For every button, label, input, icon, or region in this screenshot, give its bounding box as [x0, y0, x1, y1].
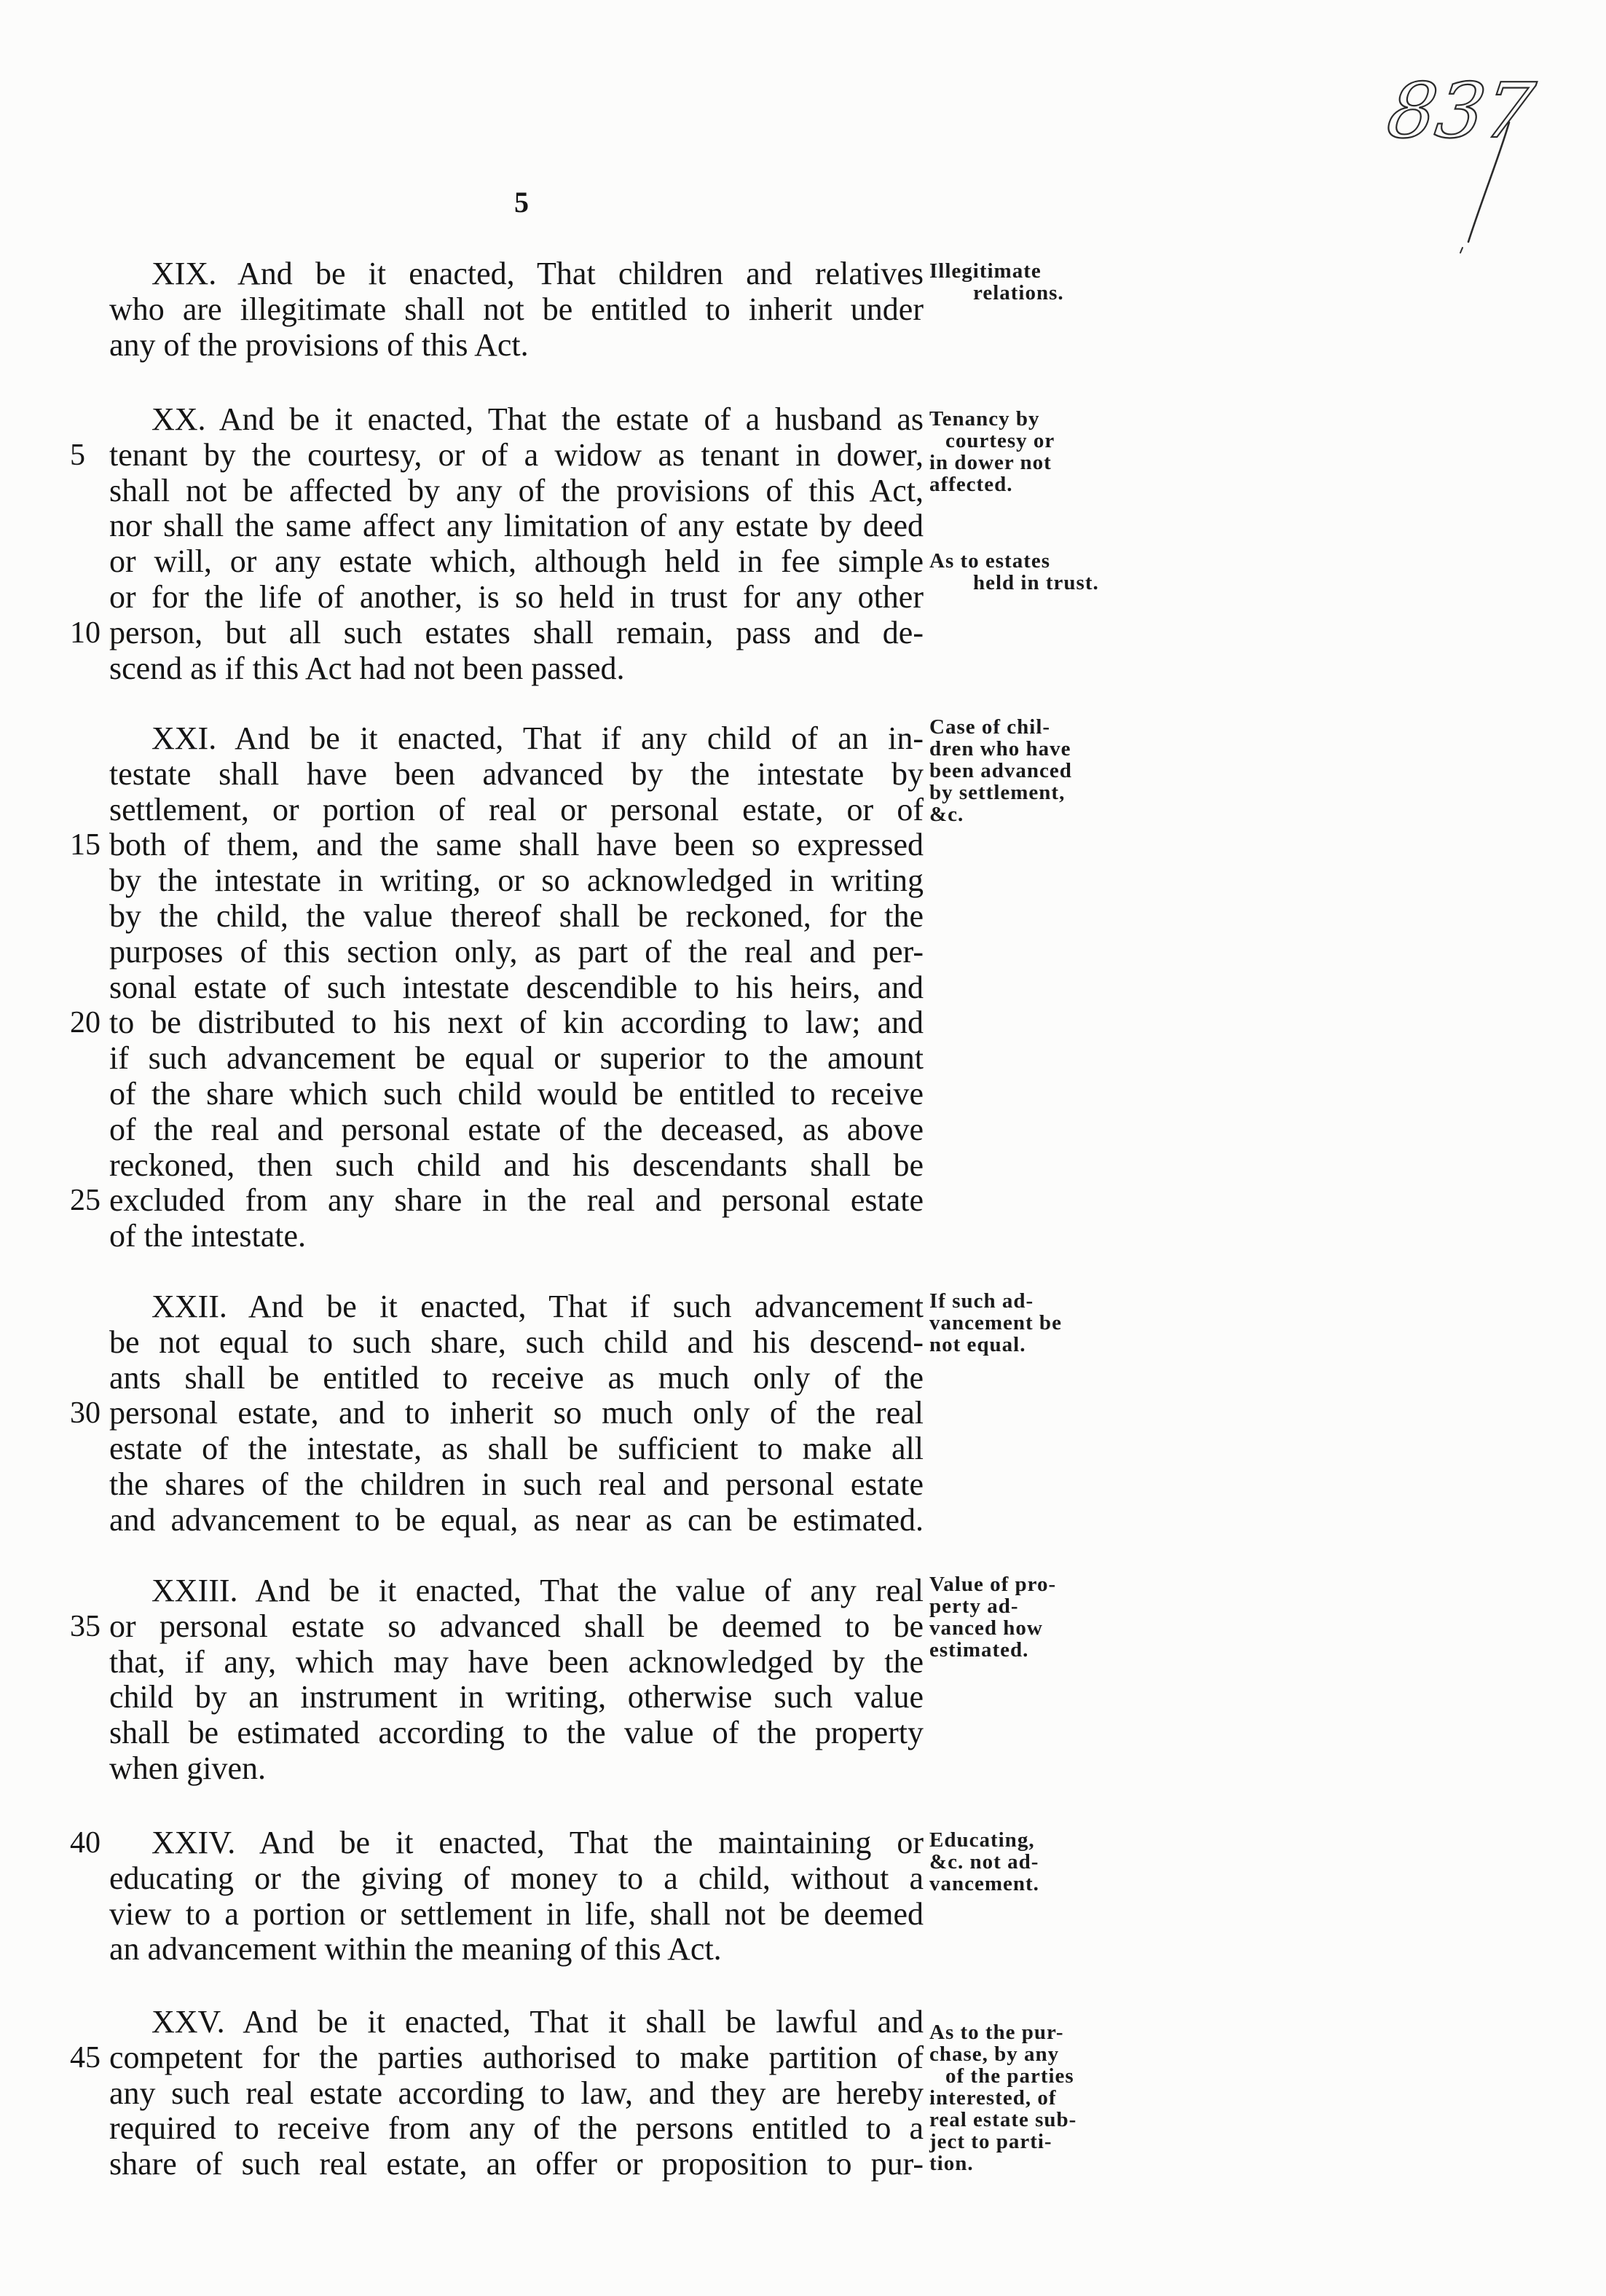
margin-note-advancement-not-equal	[929, 1290, 1062, 1356]
folio-pen-tick	[1460, 248, 1463, 253]
text-line: excluded from any share in the real and personal estate	[109, 1182, 924, 1219]
text-line: reckoned, then such child and his descendants shall be	[109, 1147, 924, 1183]
margin-note-line: Value of pro-	[929, 1573, 1057, 1596]
text-line: who are illegitimate shall not be entitled to inherit under	[109, 291, 924, 327]
line-number: 25	[70, 1184, 101, 1218]
text-line: and advancement to be equal, as near as can be estimated.	[109, 1501, 924, 1538]
text-line: required to receive from any of the persons entitled to a	[109, 2110, 924, 2147]
text-line: of the share which such child would be entitled to receive	[109, 1075, 924, 1112]
text-line: or for the life of another, is so held in trust for any other	[109, 578, 924, 615]
text-line: share of such real estate, an offer or proposition to pur-	[109, 2146, 924, 2182]
text-line: XIX. And be it enacted, That children and relatives	[151, 256, 924, 291]
handwritten-folio-number	[1381, 51, 1570, 270]
section-xix	[109, 256, 924, 363]
margin-note-line: dren who have	[929, 737, 1071, 760]
text-line: competent for the parties authorised to make partition of	[109, 2039, 924, 2075]
text-line: XXIII. And be it enacted, That the value of any real	[151, 1573, 924, 1608]
text-line: or will, or any estate which, although held in fee simple	[109, 543, 924, 580]
margin-note-line: As to estates	[929, 549, 1051, 573]
text-line: shall not be affected by any of the provisions of this Act,	[109, 472, 924, 508]
text-line: XXII. And be it enacted, That if such advancement	[151, 1289, 924, 1324]
margin-note-line: ject to parti-	[929, 2130, 1052, 2153]
text-line: educating or the giving of money to a child, without a	[109, 1860, 924, 1896]
text-line: testate shall have been advanced by the intestate by	[109, 755, 924, 792]
text-line: or personal estate so advanced shall be deemed to be	[109, 1608, 924, 1644]
text-line: shall be estimated according to the value of the property	[109, 1715, 924, 1751]
section-xxv	[109, 2005, 924, 2182]
line-number: 10	[70, 616, 101, 650]
text-line: of the real and personal estate of the deceased, as above	[109, 1111, 924, 1147]
text-line: purposes of this section only, as part of the real and per-	[109, 933, 924, 970]
text-line: by the intestate in writing, or so acknowledged in writing	[109, 862, 924, 899]
text-line: if such advancement be equal or superior to the amount	[109, 1040, 924, 1077]
margin-note-line: courtesy or	[945, 429, 1055, 452]
text-line: estate of the intestate, as shall be sufficient to make all	[109, 1431, 924, 1467]
margin-note-line: vancement be	[929, 1311, 1062, 1334]
margin-note-line: of the parties	[945, 2064, 1074, 2088]
handwritten-folio-text: 837	[1382, 66, 1540, 155]
section-xxiii	[109, 1573, 924, 1787]
margin-note-line: vanced how	[929, 1616, 1043, 1640]
margin-note-line: not equal.	[929, 1333, 1026, 1356]
text-line: ants shall be entitled to receive as much only of the	[109, 1359, 924, 1396]
margin-note-line: estimated.	[929, 1638, 1029, 1662]
margin-note-educating	[929, 1829, 1039, 1895]
margin-note-purchase-partition	[929, 2021, 1076, 2174]
text-line: any of the provisions of this Act.	[109, 326, 529, 363]
text-line: the shares of the children in such real and personal estate	[109, 1466, 924, 1502]
text-line: personal estate, and to inherit so much only of the real	[109, 1395, 924, 1431]
line-number: 5	[70, 438, 85, 472]
margin-note-line: interested, of	[929, 2086, 1057, 2110]
text-line: scend as if this Act had not been passed.	[109, 650, 625, 686]
text-line: person, but all such estates shall remain, pass and de-	[109, 614, 924, 650]
margin-note-line: real estate sub-	[929, 2108, 1077, 2131]
text-line: XXI. And be it enacted, That if any child of an in-	[151, 720, 924, 756]
text-line: tenant by the courtesy, or of a widow as tenant in dower,	[109, 436, 924, 473]
text-line: child by an instrument in writing, otherwise such value	[109, 1679, 924, 1715]
margin-note-line: held in trust.	[973, 571, 1099, 594]
section-xxiv	[109, 1825, 924, 1967]
margin-note-line: by settlement,	[929, 781, 1066, 804]
margin-note-line: been advanced	[929, 759, 1072, 782]
line-number: 35	[70, 1609, 101, 1643]
margin-note-line: Educating,	[929, 1828, 1035, 1852]
text-line: when given.	[109, 1750, 267, 1786]
text-line: that, if any, which may have been acknowledged by the	[109, 1643, 924, 1680]
margin-note-advanced-children	[929, 716, 1072, 825]
text-line: be not equal to such share, such child and his descend-	[109, 1324, 924, 1360]
text-line: both of them, and the same shall have been so expressed	[109, 827, 924, 863]
margin-note-line: affected.	[929, 473, 1013, 496]
text-line: view to a portion or settlement in life, shall not be deemed	[109, 1895, 924, 1932]
margin-note-line: tion.	[929, 2152, 974, 2175]
line-number: 20	[70, 1006, 101, 1040]
margin-note-line: Illegitimate	[929, 259, 1042, 283]
margin-note-line: perty ad-	[929, 1595, 1019, 1618]
margin-note-line: If such ad-	[929, 1289, 1034, 1313]
text-line: an advancement within the meaning of this Act.	[109, 1931, 722, 1967]
text-line: sonal estate of such intestate descendible to his heirs, and	[109, 969, 924, 1005]
page-number: 5	[514, 186, 529, 219]
line-number: 15	[70, 828, 101, 862]
text-line: nor shall the same affect any limitation of any estate by deed	[109, 508, 924, 544]
text-line: XXV. And be it enacted, That it shall be lawful and	[151, 2004, 924, 2040]
text-line: to be distributed to his next of kin according to law; and	[109, 1004, 924, 1041]
text-line: XXIV. And be it enacted, That the maintaining or	[151, 1825, 924, 1860]
line-number: 45	[70, 2040, 101, 2075]
margin-note-estates-in-trust	[929, 550, 1099, 594]
text-line: of the intestate.	[109, 1218, 307, 1254]
margin-note-line: in dower not	[929, 451, 1052, 474]
line-number: 40	[70, 1826, 101, 1860]
margin-note-line: Case of chil-	[929, 715, 1051, 739]
margin-note-illegitimate	[929, 260, 1064, 304]
text-line: XX. And be it enacted, That the estate of a husband as	[151, 401, 924, 437]
section-xxii	[109, 1289, 924, 1538]
margin-note-line: &c. not ad-	[929, 1850, 1039, 1874]
margin-note-line: As to the pur-	[929, 2021, 1064, 2044]
section-xx	[109, 402, 924, 686]
margin-note-line: vancement.	[929, 1872, 1039, 1895]
line-number: 30	[70, 1396, 101, 1431]
text-line: any such real estate according to law, and they are hereby	[109, 2075, 924, 2111]
margin-note-line: relations.	[973, 281, 1064, 304]
margin-note-line: chase, by any	[929, 2043, 1060, 2066]
margin-note-value-estimated	[929, 1573, 1056, 1661]
margin-note-line: &c.	[929, 803, 964, 826]
section-xxi	[109, 721, 924, 1254]
margin-note-tenancy	[929, 408, 1055, 495]
margin-note-line: Tenancy by	[929, 407, 1040, 430]
text-line: settlement, or portion of real or personal estate, or of	[109, 791, 924, 827]
text-line: by the child, the value thereof shall be reckoned, for the	[109, 897, 924, 934]
